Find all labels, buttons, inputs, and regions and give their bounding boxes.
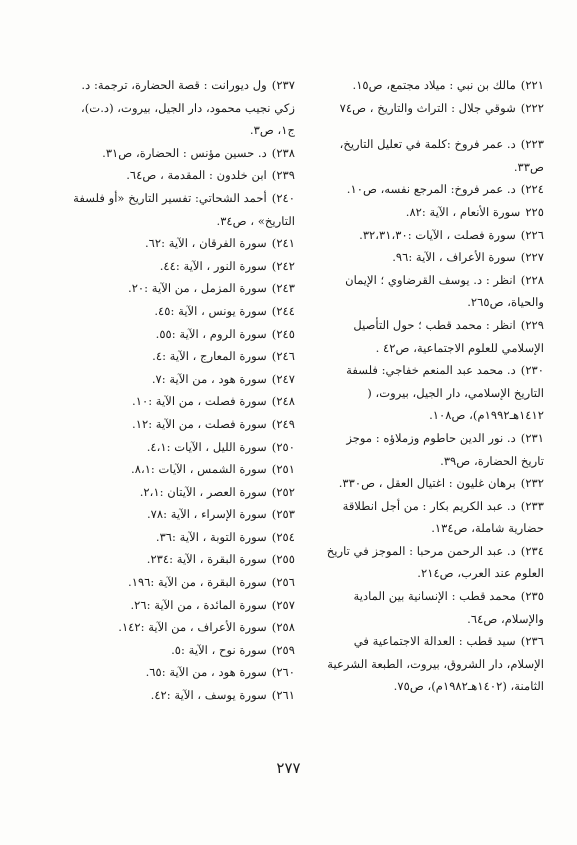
footnotes-left-column — [63, 74, 295, 707]
footnote-number: ٢٤٧) — [271, 371, 295, 386]
footnote — [322, 359, 544, 427]
footnote — [63, 526, 295, 549]
footnote — [63, 639, 295, 662]
footnote-text: د. حسين مؤنس : الحضارة، ص٣١. — [102, 145, 267, 160]
footnote-text: سورة الإسراء ، الآية :٧٨. — [146, 507, 267, 522]
footnote — [322, 585, 544, 630]
footnote-number: ٢٣٥) — [520, 589, 544, 604]
footnote — [63, 684, 295, 707]
footnote — [322, 178, 544, 201]
footnote-text: سورة فصلت ، من الآية :١٠. — [132, 394, 267, 409]
footnote-text: سورة البقرة ، الآية :٢٣٤. — [146, 552, 267, 567]
footnote-number: ٢٢١) — [520, 78, 544, 92]
footnote-number: ٢٤٢) — [271, 258, 295, 273]
footnote-number: ٢٣١) — [520, 430, 544, 445]
footnote-text: سورة الشمس ، الآيات :٨،١. — [131, 462, 267, 477]
footnote-number: ٢٤٦) — [271, 349, 295, 364]
footnote-text: سورة العصر ، الآيتان :٢،١. — [139, 484, 267, 499]
footnote-number: ٢٤٨) — [271, 394, 295, 409]
footnote-number: ٢٢٧) — [520, 250, 544, 265]
footnote — [322, 201, 544, 224]
footnote-text: أحمد الشحاتي: تفسير التاريخ «أو فلسفة التاريخ» ، ص٣٤. — [73, 190, 295, 228]
footnote-text: برهان غليون : اغتيال العقل ، ص٣٣٠. — [338, 476, 516, 491]
footnote — [63, 345, 295, 368]
footnote — [322, 495, 544, 540]
footnote — [63, 255, 295, 278]
footnote-number: ٢٣٠) — [520, 363, 544, 378]
footnote — [322, 630, 544, 698]
footnote — [63, 277, 295, 300]
footnote-number: ٢٣٩) — [271, 168, 295, 183]
footnote-text: سورة الأعراف ، الآية :٩٦. — [392, 250, 516, 265]
footnote-number: ٢٥٥) — [271, 552, 295, 567]
footnote-number: ٢٣٦) — [520, 634, 544, 649]
footnote-text: مالك بن نبي : ميلاد مجتمع، ص١٥. — [352, 78, 516, 92]
footnote — [322, 472, 544, 495]
footnote-text: د. عبد الكريم بكار : من أجل انطلاقة حضارية شاملة، ص١٣٤. — [342, 498, 544, 536]
footnote-text: سورة الفرقان ، الآية :٦٢. — [144, 236, 267, 251]
footnote-text: سورة الروم ، الآية :٥٥. — [155, 326, 267, 341]
footnote-text: سورة فصلت ، الآيات :٣٢،٣١،٣٠. — [359, 227, 516, 242]
footnote-number: ٢٣٨) — [271, 145, 295, 160]
footnote-text: د. نور الدين حاطوم وزملاؤه : موجز تاريخ الحضارة، ص٣٩. — [346, 430, 544, 468]
footnote-text: سورة المزمل ، من الآية :٢٠. — [128, 281, 267, 296]
footnote-text: د. عمر فروخ: المرجع نفسه، ص١٠. — [346, 182, 516, 197]
footnote-number: ٢٤١) — [271, 236, 295, 251]
footnote — [63, 232, 295, 255]
footnote-text: سيد قطب : العدالة الاجتماعية في الإسلام، دار الشروق، بيروت، الطبعة الشرعية الثامنة، (١٤٠٢هـ١٩٨٢م)، ص٧٥. — [327, 634, 544, 694]
footnote-text: سورة التوبة ، الآية :٣٦. — [155, 529, 267, 544]
footnote-number: ٢٥٣) — [271, 507, 295, 522]
footnote-text: شوقي جلال : التراث والتاريخ ، ص٧٤ — [339, 100, 516, 115]
footnote-number: ٢٥٨) — [271, 620, 295, 635]
footnote-number: ٢٢٨) — [520, 272, 544, 287]
footnote-text: سورة البقرة ، من الآية :١٩٦. — [128, 575, 267, 590]
footnote-number: ٢٤٥) — [271, 326, 295, 341]
footnote-number: ٢٥٢) — [271, 484, 295, 499]
footnote-text: سورة هود ، من الآية :٧. — [151, 371, 267, 386]
footnote-number: ٢٥١) — [271, 462, 295, 477]
footnote — [63, 548, 295, 571]
footnote-text: سورة المعارج ، الآية :٤. — [152, 349, 267, 364]
footnote — [322, 314, 544, 359]
footnote-number: ٢٤٩) — [271, 416, 295, 431]
footnote — [322, 427, 544, 472]
footnote-number: ٢٢٦) — [520, 227, 544, 242]
footnote — [63, 187, 295, 232]
footnote-text: سورة النور ، الآية :٤٤. — [159, 258, 267, 273]
footnote — [63, 481, 295, 504]
footnote-number: ٢٢٣) — [520, 137, 544, 152]
footnote — [322, 97, 544, 120]
page-number: ٢٧٧ — [276, 759, 301, 777]
footnote-number: ٢٢٥ — [525, 204, 544, 219]
footnote-number: ٢٣٢) — [520, 476, 544, 491]
footnote-number: ٢٢٩) — [520, 317, 544, 332]
footnote-text: سورة المائدة ، من الآية :٢٦. — [130, 597, 267, 612]
footnote-text: محمد قطب : الإنسانية بين المادية والإسلام، ص٦٤. — [353, 589, 544, 626]
footnote-text: د. عبد الرحمن مرحبا : الموجز في تاريخ العلوم عند العرب، ص٢١٤. — [326, 543, 544, 581]
footnote-number: ٢٥٧) — [271, 597, 295, 612]
footnote — [63, 413, 295, 436]
footnote-text: سورة يوسف ، الآية :٤٢. — [150, 688, 267, 703]
footnote — [63, 571, 295, 594]
footnote-number: ٢٣٤) — [520, 543, 544, 558]
footnote-number: ٢٣٣) — [520, 498, 544, 513]
footnote-text: د. عمر فروخ :كلمة في تعليل التاريخ، ص٣٣. — [339, 137, 544, 174]
footnote-text: سورة الأعراف ، من الآية :١٤٢. — [118, 620, 267, 635]
footnote — [63, 458, 295, 481]
footnote-number: ٢٤٣) — [271, 281, 295, 296]
footnote-number: ٢٥٤) — [271, 529, 295, 544]
footnote — [322, 133, 544, 178]
footnote — [63, 390, 295, 413]
footnote-text: سورة يونس ، الآية :٤٥. — [154, 303, 267, 318]
footnote — [322, 74, 544, 97]
footnote-number: ٢٦١) — [271, 688, 295, 703]
footnote-number: ٢٤٤) — [271, 303, 295, 318]
footnote — [63, 323, 295, 346]
footnote — [322, 224, 544, 247]
spacer — [322, 119, 544, 133]
footnote — [63, 616, 295, 639]
footnote-text: سورة هود ، من الآية :٦٥. — [145, 665, 267, 680]
footnote — [322, 246, 544, 269]
footnote — [63, 300, 295, 323]
footnote-text: ول ديورانت : قصة الحضارة، ترجمة: د. زكي نجيب محمود، دار الجيل، بيروت، (د.ت)، ج١، ص٣. — [81, 78, 295, 138]
footnote-text: د. محمد عبد المنعم خفاجي: فلسفة التاريخ الإسلامي، دار الجيل، بيروت، ( ١٤١٢هـ١٩٩٢م)، ص١٠٨. — [346, 363, 544, 423]
footnote — [63, 74, 295, 142]
footnote-number: ٢٦٠) — [271, 665, 295, 680]
footnote-number: ٢٥٦) — [271, 575, 295, 590]
footnote-text: سورة الأنعام ، الآية :٨٢. — [405, 204, 521, 219]
footnote-text: سورة الليل ، الآيات :٤،١. — [146, 439, 267, 454]
footnote — [63, 368, 295, 391]
footnote — [63, 142, 295, 165]
footnote-text: انظر : د. يوسف القرضاوي ؛ الإيمان والحياة، ص٢٦٥. — [345, 272, 544, 310]
footnote — [63, 594, 295, 617]
footnote-text: سورة نوح ، الآية :٥. — [171, 642, 267, 657]
footnote-number: ٢٥٠) — [271, 439, 295, 454]
footnote — [322, 540, 544, 585]
footnotes-right-column — [322, 74, 544, 698]
footnote-number: ٢٤٠) — [271, 190, 295, 205]
footnote-number: ٢٥٩) — [271, 642, 295, 657]
footnote-number: ٢٢٢) — [520, 100, 544, 115]
footnote — [322, 269, 544, 314]
footnote-text: انظر : محمد قطب ؛ حول التأصيل الإسلامي للعلوم الاجتماعية، ص٤٢ . — [353, 317, 544, 355]
footnote-number: ٢٣٧) — [271, 78, 295, 92]
footnote — [63, 661, 295, 684]
footnote — [63, 164, 295, 187]
footnote — [63, 436, 295, 459]
footnote — [63, 503, 295, 526]
footnote-text: ابن خلدون : المقدمة ، ص٦٤. — [126, 168, 267, 183]
footnote-text: سورة فصلت ، من الآية :١٢. — [132, 416, 267, 431]
footnote-number: ٢٢٤) — [520, 182, 544, 197]
